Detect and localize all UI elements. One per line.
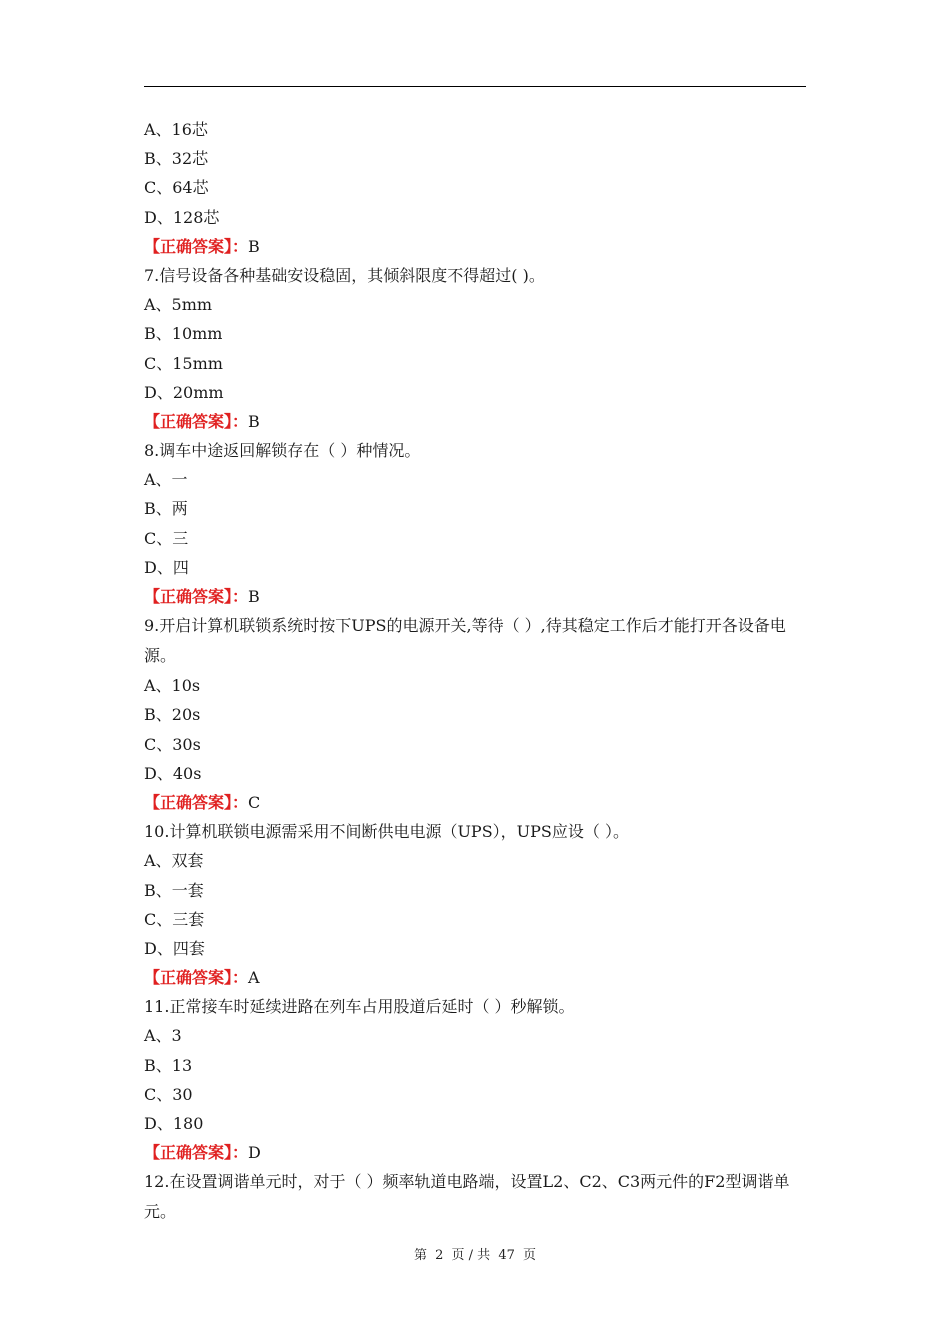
document-body — [144, 115, 806, 1227]
question-text: 10.计算机联锁电源需采用不间断供电电源（UPS），UPS应设（ ）。 — [144, 822, 629, 842]
answer-line — [144, 407, 806, 436]
footer-prefix: 第 — [413, 1248, 427, 1263]
answer-label: 【正确答案】： — [144, 587, 249, 606]
footer-total-pages: 47 — [498, 1248, 515, 1263]
option-line: D、180 — [144, 1114, 204, 1133]
option-line: B、两 — [144, 499, 188, 519]
option-line: B、20s — [144, 705, 201, 725]
option-line: C、三 — [144, 528, 189, 548]
option-line: D、四 — [144, 557, 189, 577]
option-line: B、10mm — [144, 324, 223, 344]
option-line: C、30s — [144, 734, 201, 754]
footer-suffix: 页 — [523, 1248, 537, 1263]
option-line: A、一 — [144, 470, 188, 490]
option-line: A、3 — [144, 1026, 182, 1046]
answer-line — [144, 232, 806, 261]
option-line: B、32芯 — [144, 149, 209, 169]
answer-value: D — [248, 1143, 261, 1163]
footer-page-number: 2 — [435, 1248, 444, 1263]
option-line: D、40s — [144, 763, 202, 783]
answer-value: B — [248, 587, 260, 606]
answer-value: B — [248, 236, 260, 256]
option-line: D、128芯 — [144, 207, 220, 227]
option-line: D、20mm — [144, 382, 224, 402]
page-footer — [0, 1244, 950, 1263]
option-line: C、64芯 — [144, 178, 209, 198]
option-line: A、10s — [144, 676, 201, 696]
answer-value: C — [248, 792, 261, 812]
option-line: D、四套 — [144, 938, 205, 958]
option-line: C、30 — [144, 1084, 193, 1104]
answer-label: 【正确答案】： — [144, 1143, 249, 1163]
answer-label: 【正确答案】： — [144, 236, 249, 256]
option-line: B、一套 — [144, 880, 204, 900]
header-rule — [144, 86, 806, 87]
answer-line — [144, 1138, 806, 1167]
footer-mid: 页 / 共 — [451, 1248, 491, 1263]
question-text: 7.信号设备各种基础安设稳固，其倾斜限度不得超过( )。 — [144, 265, 545, 285]
option-line: A、双套 — [144, 851, 204, 871]
answer-label: 【正确答案】： — [144, 968, 249, 988]
answer-value: A — [248, 968, 260, 988]
question-text: 11.正常接车时延续进路在列车占用股道后延时（ ）秒解锁。 — [144, 997, 575, 1017]
question-text: 12.在设置调谐单元时，对于（ ）频率轨道电路端，设置L2、C2、C3两元件的F2型调谐单元。 — [144, 1172, 790, 1222]
option-line: C、三套 — [144, 909, 205, 929]
option-line: B、13 — [144, 1055, 193, 1075]
answer-label: 【正确答案】： — [144, 792, 249, 812]
option-line: A、5mm — [144, 295, 213, 315]
answer-value: B — [248, 411, 260, 431]
question-text: 8.调车中途返回解锁存在（ ）种情况。 — [144, 441, 421, 461]
answer-line — [144, 788, 806, 817]
answer-line — [144, 582, 806, 611]
option-line: A、16芯 — [144, 120, 208, 139]
answer-line — [144, 963, 806, 992]
question-text: 9.开启计算机联锁系统时按下UPS的电源开关,等待（ ）,待其稳定工作后才能打开各设备电源。 — [144, 616, 786, 666]
answer-label: 【正确答案】： — [144, 411, 249, 431]
option-line: C、15mm — [144, 353, 223, 373]
